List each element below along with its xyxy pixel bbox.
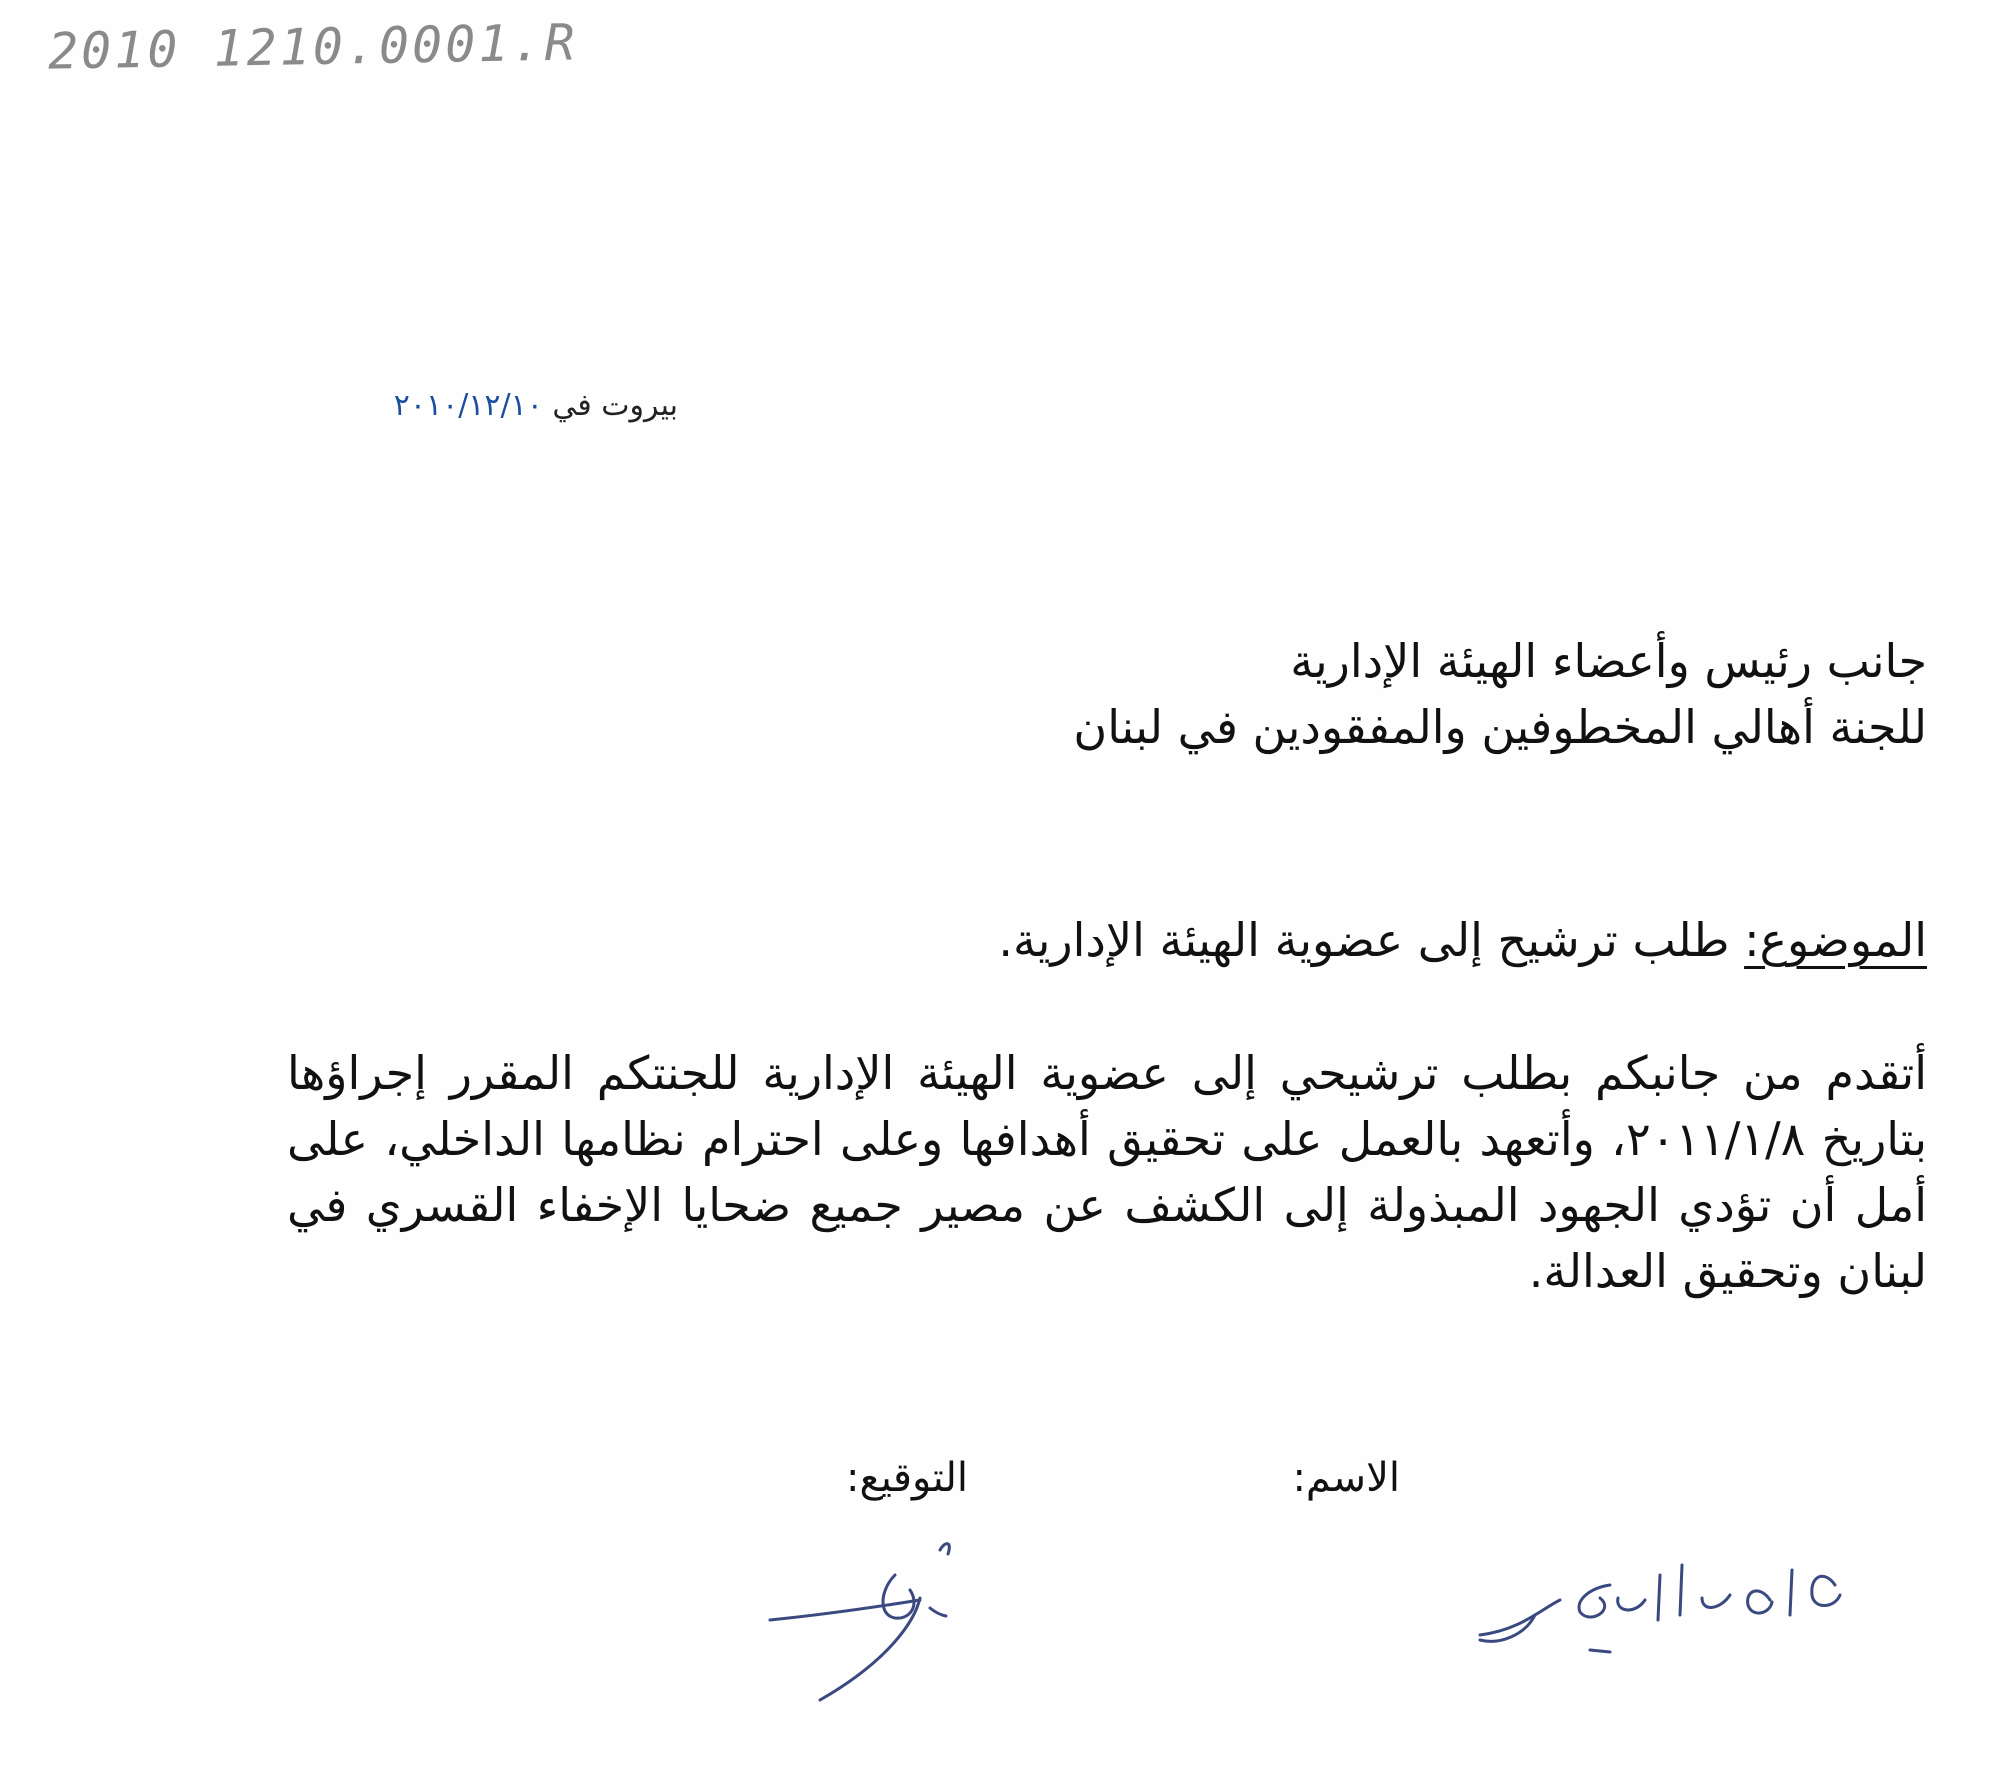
recipient-line-2: للجنة أهالي المخطوفين والمفقودين في لبنان: [1073, 700, 1927, 754]
signature-label: التوقيع:: [846, 1455, 968, 1501]
subject-line: [998, 910, 1927, 970]
subject-label: الموضوع:: [1744, 913, 1927, 967]
reference-number: 2010 1210.0001.R: [47, 13, 579, 81]
name-label: الاسم:: [1292, 1455, 1400, 1501]
letter-body: [287, 1040, 1927, 1304]
subject-text: طلب ترشيح إلى عضوية الهيئة الإدارية.: [998, 913, 1745, 967]
signature: [760, 1520, 1000, 1710]
date-line: [394, 388, 678, 423]
recipient-line-1: جانب رئيس وأعضاء الهيئة الإدارية: [1290, 634, 1927, 688]
date-place: بيروت في: [552, 388, 678, 423]
date-value: ٢٠١٠/١٢/١٠: [393, 388, 543, 423]
body-paragraph: أتقدم من جانبكم بطلب ترشيحي إلى عضوية الهيئة الإدارية للجنتكم المقرر إجراؤها بتاريخ ٢٠١١/١/٨، وأتعهد بالعمل على تحقيق أهدافها وعلى احترام نظامها الداخلي، على أمل أن تؤدي الجهود المبذولة إلى الكشف عن مصير جميع ضحايا الإخفاء القسري في لبنان وتحقيق العدالة.: [287, 1046, 1928, 1298]
recipient-block: [1073, 628, 1927, 760]
handwritten-name: [1440, 1540, 1860, 1670]
